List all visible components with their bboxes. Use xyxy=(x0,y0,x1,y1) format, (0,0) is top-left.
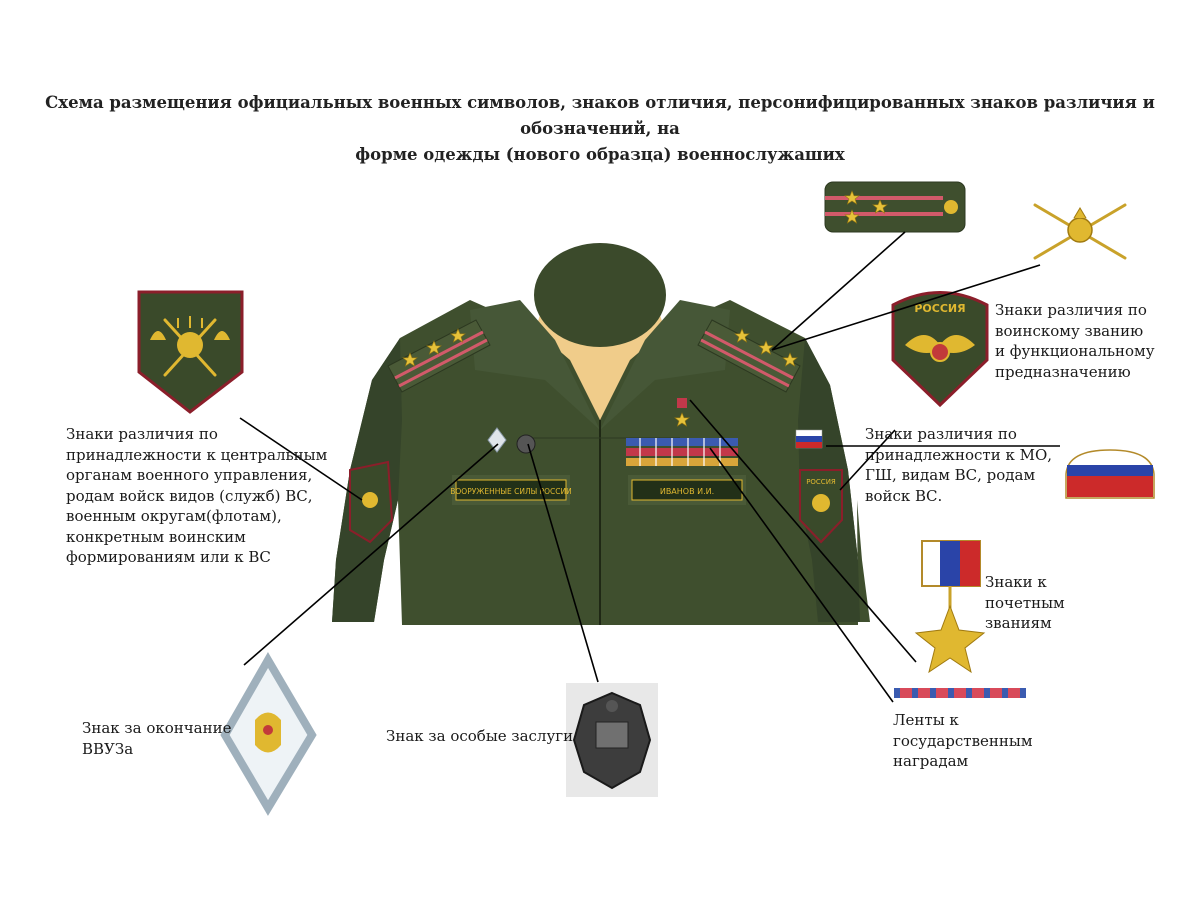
central-affiliation-patch xyxy=(139,292,242,412)
russian-flag-badge xyxy=(1066,450,1154,498)
uniform-jacket xyxy=(332,243,870,625)
label-honorary-titles: Знаки к почетным званиям xyxy=(985,573,1065,632)
label-special-merit: Знак за особые заслуги xyxy=(386,727,574,745)
chest-ribbon-bars xyxy=(626,438,738,466)
chest-tag-right xyxy=(628,475,746,505)
label-affiliation-mo: Знаки различия по принадлежности к МО, ГШ, видам ВС, родам войск ВС. xyxy=(865,425,1053,505)
vvuz-graduation-badge xyxy=(225,660,312,808)
chest-tag-left xyxy=(450,475,572,505)
label-rank-insignia: Знаки различия по воинскому званию и функциональному предназначению xyxy=(995,301,1155,381)
special-merit-badge xyxy=(566,683,658,797)
title-line-1: Схема размещения официальных военных символов, знаков отличия, персонифицированных знаков различия и обозначений, на xyxy=(45,93,1155,138)
hero-star-medal xyxy=(916,541,984,672)
chest-tag-left-text: ВООРУЖЕННЫЕ СИЛЫ РОССИИ xyxy=(450,487,572,496)
label-award-ribbons: Ленты к государственным наградам xyxy=(893,711,1033,770)
shoulder-board-detail xyxy=(825,182,965,232)
russia-emblem-patch xyxy=(893,293,987,406)
sleeve-patch-text: РОССИЯ xyxy=(806,478,836,486)
title-line-2: форме одежды (нового образца) военнослужаших xyxy=(355,145,845,164)
award-ribbon-bar xyxy=(894,688,1026,698)
label-vvuz-badge: Знак за окончание ВВУЗа xyxy=(82,719,232,758)
chest-merit-badge xyxy=(517,435,535,453)
emblem-patch-text: РОССИЯ xyxy=(914,302,966,315)
chest-tag-right-text: ИВАНОВ И.И. xyxy=(659,487,715,496)
label-affiliation-central: Знаки различия по принадлежности к центральным органам военного управления, родам войск видов (служб) ВС, военным округам(флотам), конкретным воинским формированиям или к ВС xyxy=(66,425,328,566)
branch-emblem-icon xyxy=(1035,205,1125,258)
